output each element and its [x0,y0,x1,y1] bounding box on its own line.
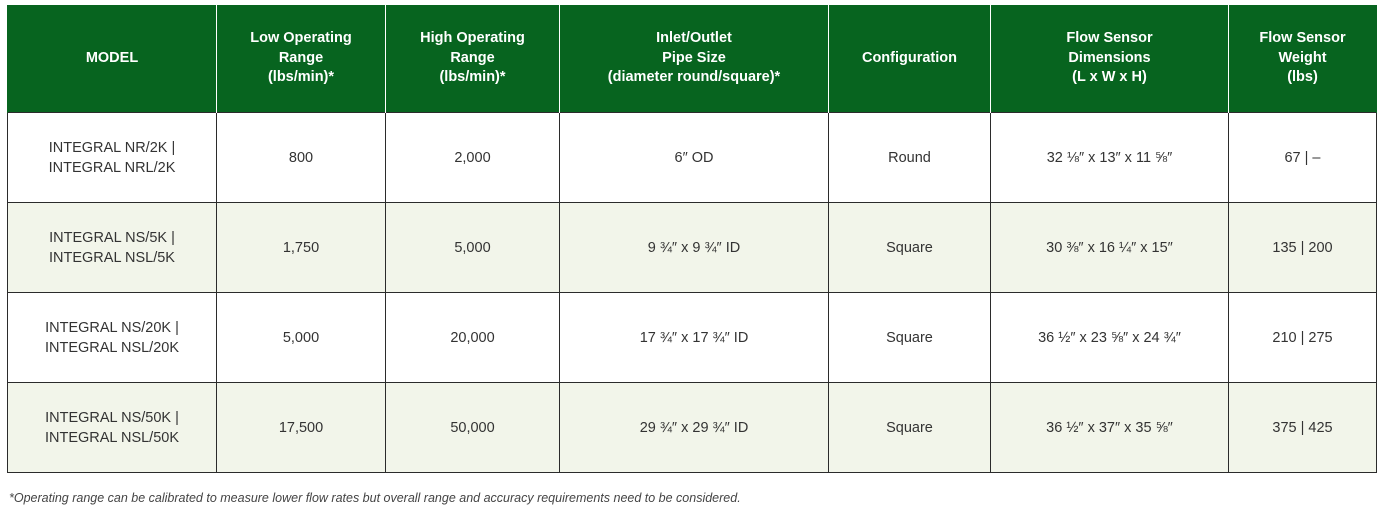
header-configuration [829,5,991,113]
header-line: Dimensions [1068,49,1151,66]
header-low-operating-range [217,5,386,113]
header-line: Flow Sensor [1066,30,1153,47]
header-line: Range [450,49,495,66]
model-line: INTEGRAL NSL/5K [49,249,175,266]
header-line: High Operating [420,30,525,47]
cell-low-range: 17,500 [217,383,386,473]
table-header-row [8,5,1377,113]
cell-weight: 67 | – [1229,113,1377,203]
header-line: Inlet/Outlet [656,30,732,47]
cell-configuration: Square [829,383,991,473]
cell-pipe-size: 9 ¾″ x 9 ¾″ ID [560,203,829,293]
model-line: INTEGRAL NS/50K | [45,409,179,426]
cell-high-range: 5,000 [386,203,560,293]
cell-low-range: 5,000 [217,293,386,383]
cell-model [8,203,217,293]
table-row [8,383,1377,473]
model-line: INTEGRAL NRL/2K [48,159,176,176]
header-line: Weight [1278,49,1327,66]
cell-weight: 210 | 275 [1229,293,1377,383]
header-line: (lbs) [1287,69,1318,86]
cell-pipe-size: 6″ OD [560,113,829,203]
cell-low-range: 1,750 [217,203,386,293]
cell-configuration: Square [829,203,991,293]
model-line: INTEGRAL NR/2K | [48,139,176,156]
header-flow-sensor-weight [1229,5,1377,113]
cell-configuration: Round [829,113,991,203]
header-line: Flow Sensor [1259,30,1346,47]
model-line: INTEGRAL NSL/50K [44,429,180,446]
cell-dimensions: 36 ½″ x 37″ x 35 ⅝″ [991,383,1229,473]
header-pipe-size [560,5,829,113]
cell-weight: 135 | 200 [1229,203,1377,293]
header-flow-sensor-dimensions [991,5,1229,113]
header-line: Configuration [861,49,958,66]
cell-high-range: 50,000 [386,383,560,473]
header-line: (lbs/min)* [439,69,506,86]
header-line: (L x W x H) [1072,69,1147,86]
header-high-operating-range [386,5,560,113]
header-line: Low Operating [250,30,352,47]
header-line: (lbs/min)* [267,69,335,86]
cell-weight: 375 | 425 [1229,383,1377,473]
model-line: INTEGRAL NS/20K | [45,319,179,336]
cell-dimensions: 30 ⅜″ x 16 ¼″ x 15″ [991,203,1229,293]
cell-dimensions: 32 ⅛″ x 13″ x 11 ⅝″ [991,113,1229,203]
cell-high-range: 20,000 [386,293,560,383]
header-model [8,5,217,113]
footnote: *Operating range can be calibrated to measure lower flow rates but overall range and accuracy requirements need to be considered. [9,491,741,505]
header-line: (diameter round/square)* [607,69,781,86]
cell-low-range: 800 [217,113,386,203]
table-row [8,203,1377,293]
model-line: INTEGRAL NSL/20K [44,339,180,356]
cell-high-range: 2,000 [386,113,560,203]
header-line: Range [278,49,324,66]
cell-pipe-size: 17 ¾″ x 17 ¾″ ID [560,293,829,383]
table-row [8,293,1377,383]
cell-configuration: Square [829,293,991,383]
cell-model [8,113,217,203]
cell-model [8,383,217,473]
cell-dimensions: 36 ½″ x 23 ⅝″ x 24 ¾″ [991,293,1229,383]
header-line: Pipe Size [662,49,726,66]
header-line: MODEL [85,49,139,66]
specifications-table [7,5,1377,473]
model-line: INTEGRAL NS/5K | [49,229,175,246]
cell-model [8,293,217,383]
table-row [8,113,1377,203]
cell-pipe-size: 29 ¾″ x 29 ¾″ ID [560,383,829,473]
